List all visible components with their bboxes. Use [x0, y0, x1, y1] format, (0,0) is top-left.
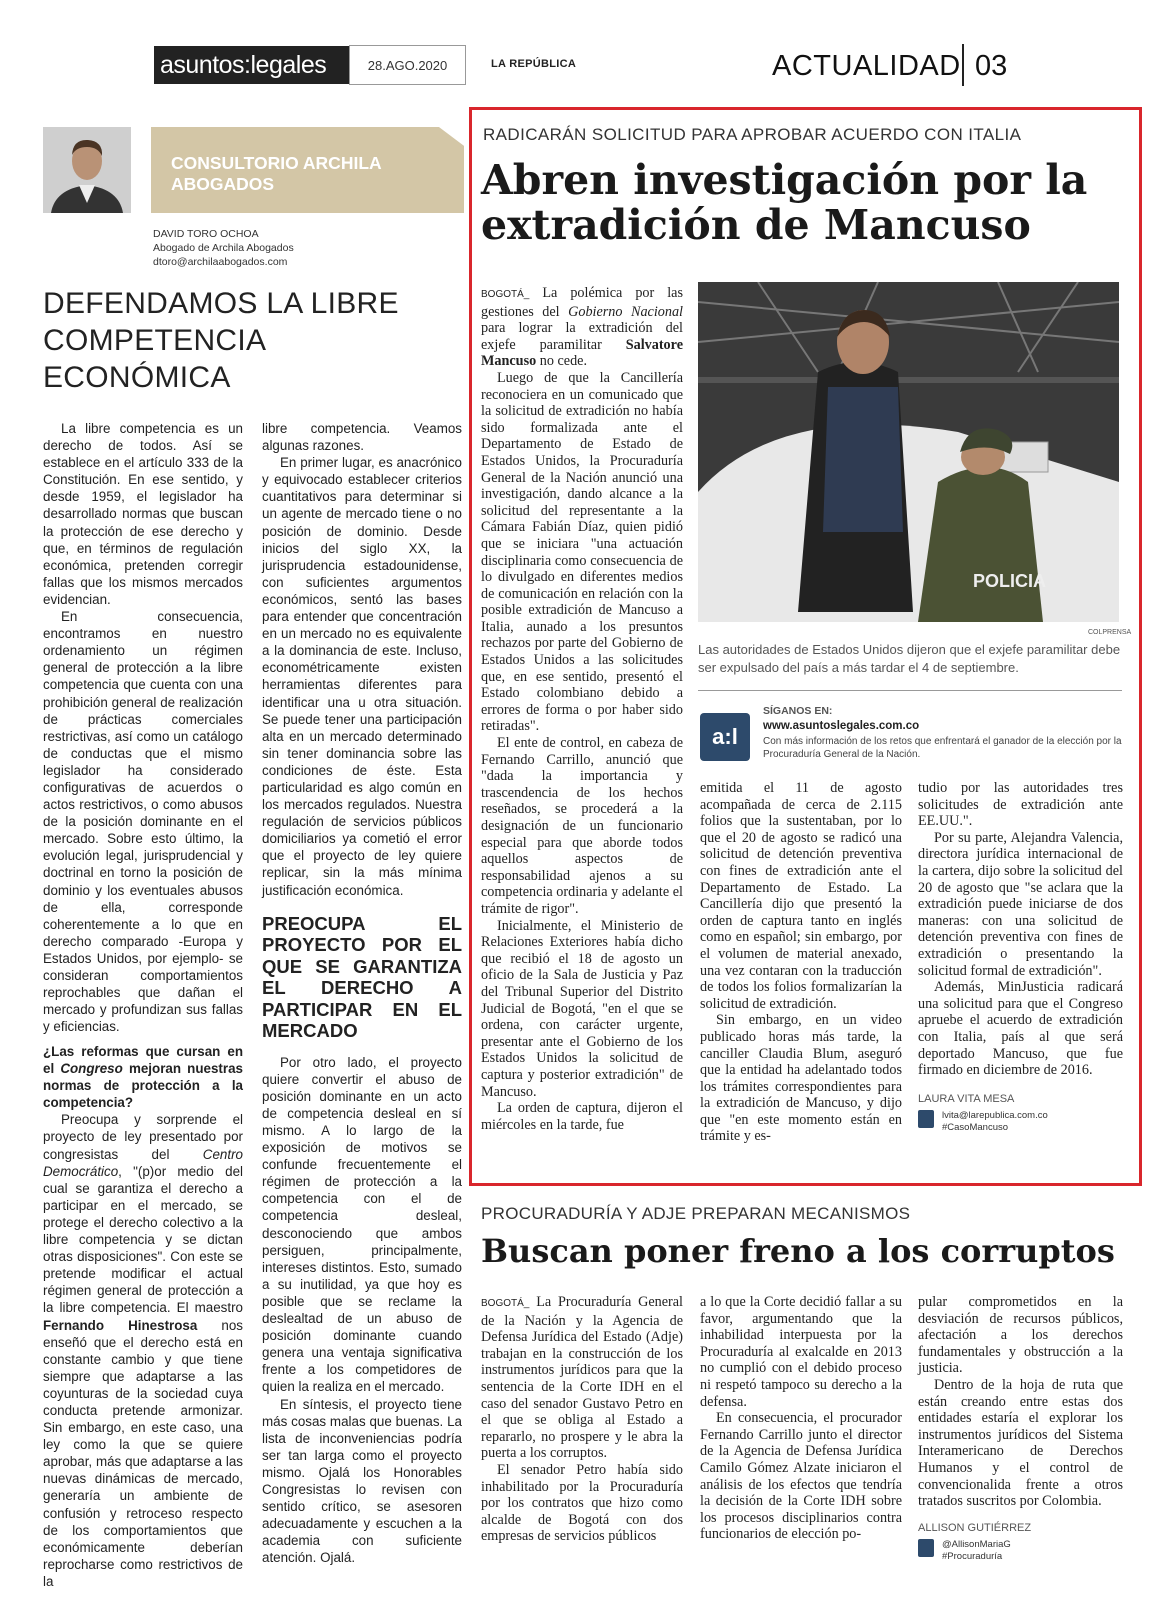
article-col2	[700, 780, 902, 1145]
author-icon	[918, 1110, 934, 1128]
photo-vest-text: POLICIA	[973, 571, 1047, 591]
paragraph: Preocupa y sorprende el proyecto de ley presentado por congresistas del Centro Democrático, "(p)or medio del cual se garantiza el derecho a participar en el mercado, se protege el derecho colectivo a la libre competencia y se dictan otras disposiciones". Con este se pretende modificar el actual régimen general de protección a la libre competencia. El maestro Fernando Hinestrosa nos enseñó que el derecho está en constante cambio y que tiene siempre que adaptarse a las coyunturas de la sociedad cuya conducta pretende armonizar. Sin embargo, en este caso, una ley como la que se quiere aprobar, más que adaptarse a las nuevas dinámicas de mercado, generaría un ambiente de confusión y retroceso respecto de los comportamientos que económicamente deberían reprocharse como restrictivos de la	[43, 1112, 243, 1589]
paragraph: tudio por las autoridades tres solicitudes de extradición ante EE.UU.".	[918, 780, 1123, 830]
article-kicker: RADICARÁN SOLICITUD PARA APROBAR ACUERDO CON ITALIA	[483, 125, 1022, 144]
article-author: LAURA VITA MESA	[918, 1092, 1015, 1105]
section-title: ACTUALIDAD	[772, 50, 961, 82]
author-name: DAVID TORO OCHOA	[153, 228, 259, 240]
article-hashtag: #Procuraduría	[942, 1551, 1003, 1563]
paragraph: La orden de captura, dijeron el miércoles en la tarde, fue	[481, 1100, 683, 1133]
column-banner-title: CONSULTORIO ARCHILA ABOGADOS	[171, 153, 381, 194]
publication-logo: asuntos:legales	[154, 46, 349, 84]
article2-col3	[918, 1294, 1123, 1563]
paragraph: libre competencia. Veamos algunas razones.	[262, 421, 462, 454]
author-role: Abogado de Archila Abogados	[153, 242, 294, 254]
author-email: lvita@larepublica.com.co	[942, 1110, 1048, 1122]
paragraph: BOGOTÁ_ La polémica por las gestiones del Gobierno Nacional para lograr la extradición del exjefe paramilitar Salvatore Mancuso no cede.	[481, 285, 683, 370]
issue-date: 28.AGO.2020	[349, 45, 466, 85]
article-col3	[918, 780, 1123, 1134]
article-hashtag: #CasoMancuso	[942, 1122, 1009, 1134]
column-headline: DEFENDAMOS LA LIBRE COMPETENCIA ECONÓMICA	[43, 287, 399, 394]
paragraph: Además, MinJusticia radicará una solicitud para que el Congreso apruebe el acuerdo de extradición con Italia, país al que será deportado Mancuso, que fue firmado en diciembre de 2016.	[918, 979, 1123, 1079]
asuntos-legales-logo-icon: a:l	[700, 713, 750, 761]
column-author	[153, 227, 294, 269]
paragraph: Inicialmente, el Ministerio de Relaciones Exteriores había dicho que recibió el 18 de agosto un oficio de la Sala de Justicia y Paz del Tribunal Superior del Distrito Judicial de Bogotá, "en el que se ordena, con carácter urgente, presentar ante el Gobierno de los Estados Unidos la solicitud de captura y posterior extradición" de Mancuso.	[481, 917, 683, 1100]
article-photo	[698, 282, 1119, 622]
author-contact	[918, 1539, 1123, 1563]
article2-kicker: PROCURADURÍA Y ADJE PREPARAN MECANISMOS	[481, 1204, 911, 1223]
article-headline: Abren investigación por la extradición de Mancuso	[481, 156, 1088, 249]
paragraph: Por su parte, Alejandra Valencia, directora jurídica internacional de la cartera, dijo sobre la solicitud del 20 de agosto que "se aclara que la extradición puede iniciarse de dos maneras: con una solicitud de detención preventiva con fines de extradición o presentando la solicitud formal de extradición".	[918, 829, 1123, 979]
paragraph: El ente de control, en cabeza de Fernando Carrillo, anunció que "dada la importancia y trascendencia de los hechos reseñados, se procederá a la designación de un funcionario especial para que aborde todos aquellos aspectos de responsabilidad ajenos a su competencia ordinaria y adelante el trámite de rigor".	[481, 735, 683, 917]
author-email: dtoro@archilaabogados.com	[153, 256, 288, 268]
paragraph: a lo que la Corte decidió fallar a su favor, argumentando que la inhabilidad interpuesta por la Procuraduría al exalcalde en 2013 no cumplió con el debido proceso ni respetó tampoco su derecho a la defensa.	[700, 1294, 902, 1410]
paragraph: Luego de que la Cancillería reconociera en un comunicado que la solicitud de extradición no había sido formalizada ante el Departamento de Estado de Estados Unidos, la Procuraduría General de la Nación anunció una investigación, dando alcance a la solicitud del representante a la Cámara Fabián Díaz, quien pidió que se iniciara "una actuación disciplinaria como consecuencia de lo divulgado en diferentes medios de comunicación en relación con la posible extradición de Mancuso a Italia, aunado a los presuntos rechazos por parte del Gobierno de Estados Unidos a las solicitudes que, en ese sentido, presentó el Estado colombiano debido a errores de forma o por haber sido retiradas".	[481, 369, 683, 735]
paragraph: En consecuencia, encontramos en nuestro ordenamiento un régimen general de protección a la libre competencia que cuenta con una prohibición general de realización de prácticas comerciales restrictivas, así como un catálogo de conductas que el mismo legislador ha considerado configurativas de acuerdos o actos restrictivos, o como abusos de la posición dominante en el mercado. Sobre esto último, la evolución legal, jurisprudencial y doctrinal en torno la posición de dominio y los eventuales abusos de ella, corresponde coherentemente a lo que en derecho comparado -Europa y Estados Unidos, por ejemplo- se consideran comportamientos reprochables que dañan el mercado y profundizan sus fallas y eficiencias.	[43, 609, 243, 1035]
article2-headline: Buscan poner freno a los corruptos	[481, 1232, 1115, 1270]
author-handle: @AllisonMariaG	[942, 1539, 1011, 1551]
paragraph: La libre competencia es un derecho de todos. Así se establece en el artículo 333 de la Constitución. En ese sentido, y desde 1959, el legislador ha desarrollado normas que buscan la protección de ese derecho y que, en términos de regulación económica, pretenden corregir fallas que los mismos mercados evidencian.	[43, 421, 243, 607]
newspaper-name: LA REPÚBLICA	[491, 58, 577, 70]
paragraph: En síntesis, el proyecto tiene más cosas malas que buenas. La lista de inconveniencias podría ser tan larga como el proyecto mismo. Ojalá los Honorables Congresistas lo revisen con sentido crítico, se asesoren adecuadamente y escuchen a la academia con suficiente atención. Ojalá.	[262, 1396, 462, 1566]
paragraph: El senador Petro había sido inhabilitado por la Procuraduría por los contratos que hizo como alcalde de Bogotá con dos empresas de servicios públicos	[481, 1461, 683, 1545]
paragraph: emitida el 11 de agosto acompañada de cerca de 2.115 folios que la sustentaban, por lo que el 20 de agosto se radicó una solicitud de detención preventiva con fines de extradición ante el Departamento de Estado. La Cancillería dijo que presentó la orden de captura tanto en inglés como en español; sin embargo, por el volumen de material anexado, una vez contaran con la traducción de todos los folios formalizarían la solicitud de extradición.	[700, 780, 902, 1012]
caption-rule	[698, 690, 1122, 691]
photo-credit: COLPRENSA	[1088, 629, 1132, 636]
paragraph: Sin embargo, en un video publicado horas más tarde, la canciller Claudia Blum, aseguró que la entidad ha adelantado todos los trámites correspondientes para la extradición de Mancuso, y dijo que "en este momento están en trámite y es-	[700, 1012, 902, 1145]
author-contact	[918, 1110, 1123, 1134]
photo-caption: Las autoridades de Estados Unidos dijeron que el exjefe paramilitar debe ser expulsado del país a más tardar el 4 de septiembre.	[698, 642, 1121, 675]
follow-label: SÍGANOS EN:	[763, 705, 833, 717]
page-number: 03	[975, 50, 1008, 82]
column-question-head: ¿Las reformas que cursan en el Congreso mejoran nuestras normas de protección a la competencia?	[43, 1044, 243, 1111]
article-col1	[481, 285, 683, 1133]
paragraph: En primer lugar, es anacrónico y equivocado establecer criterios cuantitativos para determinar si un agente de mercado tiene o no posición de dominio. Desde inicios del siglo XX, la jurisprudencia estadounidense, con suficientes argumentos económicos, sentó las bases para entender que concentración en un mercado no es equivalente a la dominancia de este. Incluso, econométricamente existen herramientas diferentes para identificar una u otra situación. Se puede tener una participación alta en un mercado determinado sin tener dominancia sobre las condiciones de éste. Esta particularidad es algo común en los mercados regulados. Nuestra regulación de servicios públicos domiciliarios ya cometió el error que el proyecto de ley quiere replicar, sin la más mínima justificación económica.	[262, 455, 462, 898]
follow-link[interactable]: www.asuntoslegales.com.co	[763, 720, 920, 732]
article2-col1	[481, 1294, 683, 1545]
paragraph: pular comprometidos en la desviación de recursos públicos, afectación a los derechos fundamentales y obstrucción a la justicia.	[918, 1294, 1123, 1377]
column-subhead: PREOCUPA EL PROYECTO POR EL QUE SE GARANTIZA EL DERECHO A PARTICIPAR EN EL MERCADO	[262, 912, 462, 1042]
column-text-col2	[262, 420, 462, 1566]
paragraph: Por otro lado, el proyecto quiere convertir el abuso de posición dominante en un acto de competencia desleal en sí mismo. A lo largo de la exposición de motivos se confunde frecuentemente el régimen de protección a la competencia con el de competencia desleal, desconociendo que ambos persiguen, principalmente, intereses distintos. Esto, sumado a su inutilidad, ya que hoy es posible que se reclame la deslealtad de un abuso de posición dominante cuando genera una ventaja significativa frente a los competidores de quien la realiza en el mercado.	[262, 1054, 462, 1395]
section-divider	[962, 44, 964, 86]
follow-description: Con más información de los retos que enfrentará el ganador de la elección por la Procuraduría General de la Nación.	[763, 736, 1122, 760]
paragraph: En consecuencia, el procurador Fernando Carrillo junto el director de la Agencia de Defensa Jurídica Camilo Gómez Alzate iniciaron el análisis de los efectos que tendría la decisión de la Corte IDH sobre los procesos disciplinarios contra funcionarios de elección po-	[700, 1410, 902, 1543]
paragraph: Dentro de la hoja de ruta que están creando entre estas dos entidades estaría el explorar los instrumentos jurídicos del Sistema Interamericano de Derechos Humanos y el control de convencionalida frente a otros tratados suscritos por Colombia.	[918, 1376, 1123, 1510]
column-text-col1	[43, 420, 243, 1590]
article2-col2	[700, 1294, 902, 1543]
paragraph: BOGOTÁ_ La Procuraduría General de la Nación y la Agencia de Defensa Jurídica del Estado (Adje) trabajan en la construcción de los instrumentos jurídicos para que la sentencia de la Corte IDH en el caso del senador Gustavo Petro en el que se obliga al Estado a repararlo, no prospere y le abra la puerta a los corruptos.	[481, 1294, 683, 1462]
article2-author: ALLISON GUTIÉRREZ	[918, 1521, 1032, 1534]
author-photo	[43, 127, 131, 213]
author-icon	[918, 1539, 934, 1557]
